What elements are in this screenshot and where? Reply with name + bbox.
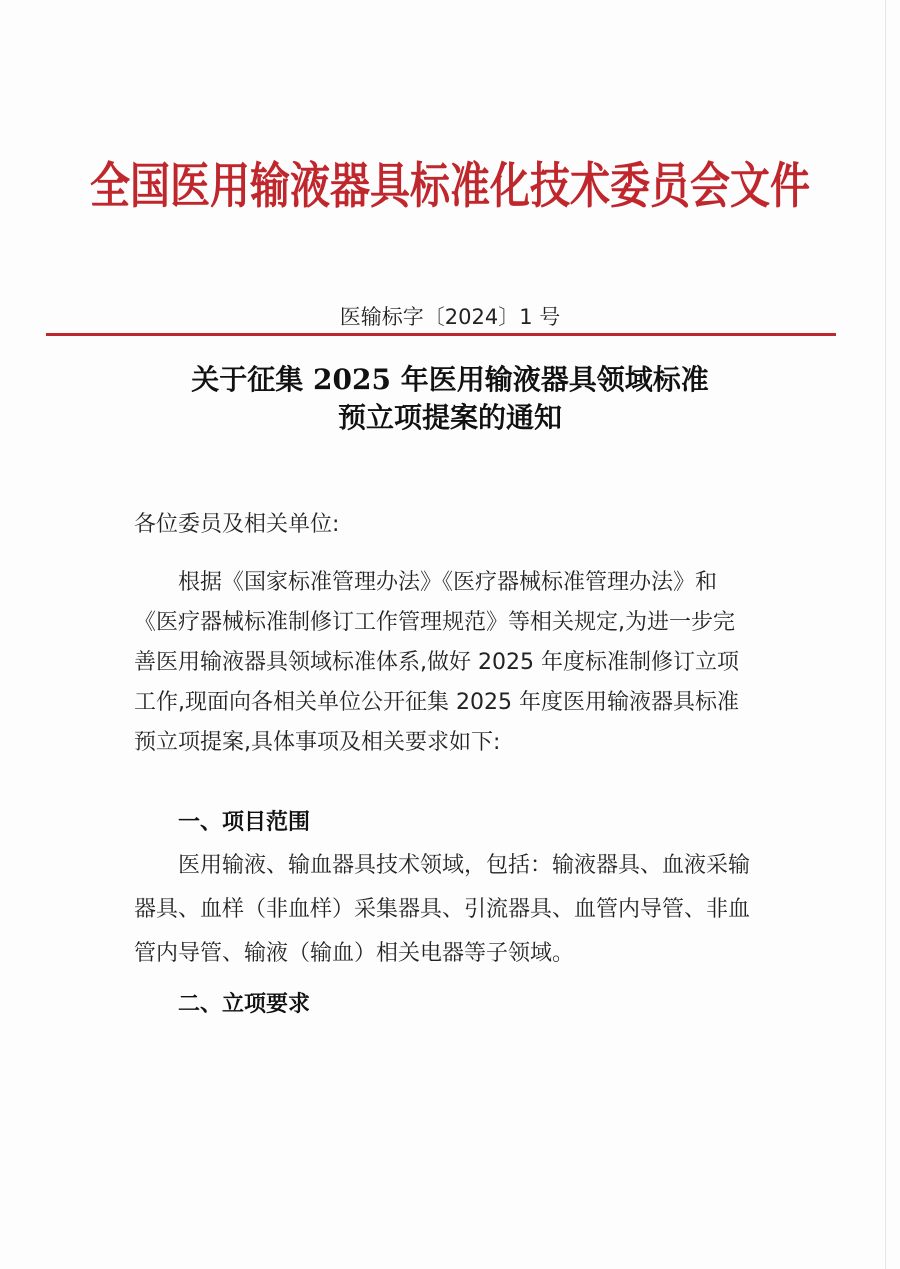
masthead-title: 全国医用输液器具标准化技术委员会文件 — [90, 157, 810, 215]
paragraph-scope: 医用输液、输血器具技术领域，包括：输液器具、血液采输器具、血样（非血样）采集器具、引流器具、血管内导管、非血管内导管、输液（输血）相关电器等子领域。 — [134, 853, 751, 966]
notice-title — [100, 361, 800, 437]
section-heading-scope: 一、项目范围 — [178, 810, 311, 835]
red-divider-line — [46, 333, 836, 336]
paragraph-intro: 根据《国家标准管理办法》《医疗器械标准管理办法》和《医疗器械标准制修订工作管理规范》等相关规定,为进一步完善医用输液器具领域标准体系,做好 2025 年度标准制修订立项工作,现面向各相关单位公开征集 2025 年度医用输液器具标准预立项提案,具体事项及相关要求如下: — [134, 570, 739, 755]
notice-title-line-1: 关于征集 2025 年医用输液器具领域标准 — [191, 363, 709, 396]
notice-title-line-2: 预立项提案的通知 — [337, 401, 562, 434]
section-heading-requirements: 二、立项要求 — [178, 992, 311, 1017]
salutation: 各位委员及相关单位: — [134, 512, 340, 537]
document-number: 医输标字〔2024〕1 号 — [339, 305, 561, 329]
